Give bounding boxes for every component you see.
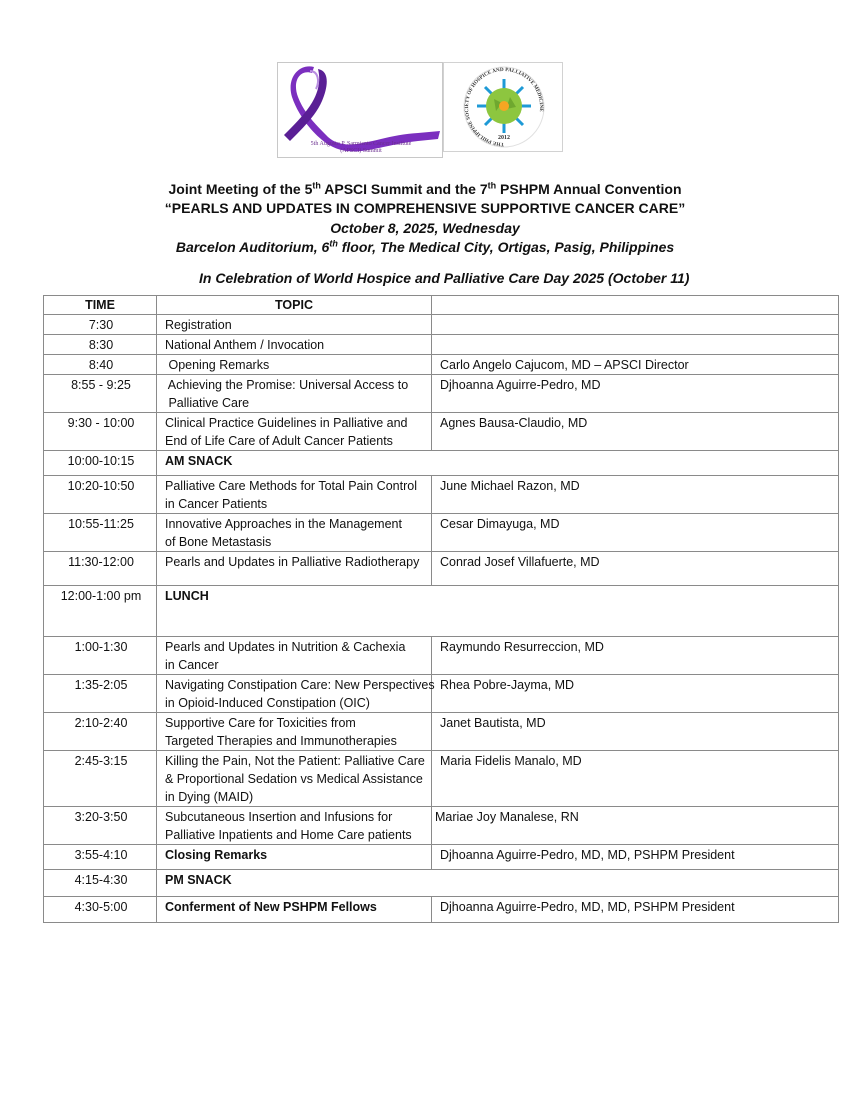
logo-strip bbox=[277, 62, 563, 158]
row-time: 12:00-1:00 pm bbox=[44, 586, 157, 637]
row-topic: AM SNACK bbox=[157, 451, 839, 476]
table-row bbox=[44, 637, 839, 675]
apsci-logo-caption bbox=[282, 141, 440, 155]
row-time: 1:35-2:05 bbox=[44, 675, 157, 713]
row-speaker: Conrad Josef Villafuerte, MD bbox=[432, 552, 839, 586]
table-row bbox=[44, 845, 839, 870]
event-title: “PEARLS AND UPDATES IN COMPREHENSIVE SUPPORTIVE CANCER CARE” bbox=[164, 200, 686, 217]
table-row bbox=[44, 451, 839, 476]
table-row bbox=[44, 675, 839, 713]
topic-line: Achieving the Promise: Universal Access to bbox=[165, 378, 409, 392]
row-speaker: Djhoanna Aguirre-Pedro, MD, MD, PSHPM President bbox=[432, 845, 839, 870]
table-row bbox=[44, 807, 839, 845]
table-row bbox=[44, 870, 839, 897]
topic-line: in Opioid-Induced Constipation (OIC) bbox=[165, 696, 370, 710]
row-time: 3:55-4:10 bbox=[44, 845, 157, 870]
table-header-row bbox=[44, 296, 839, 315]
topic-line: Clinical Practice Guidelines in Palliative and bbox=[165, 416, 408, 430]
row-speaker: June Michael Razon, MD bbox=[432, 476, 839, 514]
table-row bbox=[44, 514, 839, 552]
header-line1-sup2: th bbox=[487, 180, 497, 191]
row-time: 11:30-12:00 bbox=[44, 552, 157, 586]
celebration-note: In Celebration of World Hospice and Palliative Care Day 2025 (October 11) bbox=[199, 270, 690, 286]
table-row bbox=[44, 552, 839, 586]
venue-sup: th bbox=[329, 238, 338, 249]
row-speaker bbox=[432, 335, 839, 355]
row-topic bbox=[157, 751, 432, 807]
venue-part-b: floor, The Medical City, Ortigas, Pasig, Philippines bbox=[337, 238, 675, 255]
topic-line: Palliative Care bbox=[165, 396, 250, 410]
event-header bbox=[0, 180, 850, 257]
row-topic bbox=[157, 375, 432, 413]
row-topic bbox=[157, 514, 432, 552]
topic-line: End of Life Care of Adult Cancer Patients bbox=[165, 434, 393, 448]
apsci-caption-line1: 5th Augusto P. Sarmiento Cancer Institute bbox=[310, 141, 412, 147]
topic-line: Subcutaneous Insertion and Infusions for bbox=[165, 810, 393, 824]
topic-line: in Dying (MAID) bbox=[165, 790, 254, 804]
row-topic: Pearls and Updates in Palliative Radiotherapy bbox=[157, 552, 432, 586]
row-speaker bbox=[432, 315, 839, 335]
topic-line: Palliative Care Methods for Total Pain Control bbox=[165, 479, 417, 493]
row-time: 9:30 - 10:00 bbox=[44, 413, 157, 451]
header-speaker bbox=[432, 296, 839, 315]
topic-line: in Cancer bbox=[165, 658, 219, 672]
row-time: 8:40 bbox=[44, 355, 157, 375]
row-speaker: Maria Fidelis Manalo, MD bbox=[432, 751, 839, 807]
table-row bbox=[44, 751, 839, 807]
row-time: 4:15-4:30 bbox=[44, 870, 157, 897]
topic-line: in Cancer Patients bbox=[165, 497, 268, 511]
row-topic: LUNCH bbox=[157, 586, 839, 637]
apsci-caption-line2: (APSCI) Summit bbox=[340, 148, 382, 154]
table-row bbox=[44, 375, 839, 413]
topic-line: Targeted Therapies and Immunotherapies bbox=[165, 734, 397, 748]
table-row bbox=[44, 355, 839, 375]
apsci-logo bbox=[277, 62, 443, 158]
table-row bbox=[44, 586, 839, 637]
row-topic: Conferment of New PSHPM Fellows bbox=[157, 897, 432, 923]
row-time: 2:45-3:15 bbox=[44, 751, 157, 807]
row-time: 10:00-10:15 bbox=[44, 451, 157, 476]
topic-line: Innovative Approaches in the Management bbox=[165, 517, 402, 531]
row-speaker: Mariae Joy Manalese, RN bbox=[432, 807, 839, 845]
table-row bbox=[44, 897, 839, 923]
row-topic: Opening Remarks bbox=[157, 355, 432, 375]
row-time: 10:20-10:50 bbox=[44, 476, 157, 514]
row-time: 10:55-11:25 bbox=[44, 514, 157, 552]
row-time: 2:10-2:40 bbox=[44, 713, 157, 751]
header-line1-part-c: PSHPM Annual Convention bbox=[496, 181, 682, 197]
seal-ring-text: THE PHILIPPINE SOCIETY OF HOSPICE AND PALLIATIVE MEDICINE bbox=[464, 66, 545, 148]
table-row bbox=[44, 315, 839, 335]
row-topic: Closing Remarks bbox=[157, 845, 432, 870]
header-line1-sup1: th bbox=[312, 180, 321, 191]
agenda-table bbox=[43, 295, 839, 923]
topic-line: Pearls and Updates in Nutrition & Cachexia bbox=[165, 640, 406, 654]
table-row bbox=[44, 413, 839, 451]
venue-part-a: Barcelon Auditorium, 6 bbox=[175, 238, 330, 255]
topic-line: Palliative Inpatients and Home Care patients bbox=[165, 828, 412, 842]
row-topic bbox=[157, 476, 432, 514]
row-speaker: Cesar Dimayuga, MD bbox=[432, 514, 839, 552]
row-time: 8:30 bbox=[44, 335, 157, 355]
row-time: 4:30-5:00 bbox=[44, 897, 157, 923]
topic-line: Killing the Pain, Not the Patient: Palliative Care bbox=[165, 754, 425, 768]
header-topic: TOPIC bbox=[157, 296, 432, 315]
pshpm-seal bbox=[443, 62, 563, 152]
row-speaker: Janet Bautista, MD bbox=[432, 713, 839, 751]
row-speaker: Rhea Pobre-Jayma, MD bbox=[432, 675, 839, 713]
event-date: October 8, 2025, Wednesday bbox=[330, 219, 520, 236]
table-row bbox=[44, 713, 839, 751]
topic-line: Supportive Care for Toxicities from bbox=[165, 716, 356, 730]
header-line1-part-a: Joint Meeting of the 5 bbox=[168, 181, 313, 197]
row-speaker: Djhoanna Aguirre-Pedro, MD, MD, PSHPM President bbox=[432, 897, 839, 923]
topic-line: & Proportional Sedation vs Medical Assistance bbox=[165, 772, 423, 786]
topic-line: of Bone Metastasis bbox=[165, 535, 272, 549]
header-line1 bbox=[0, 180, 850, 199]
row-topic bbox=[157, 807, 432, 845]
row-speaker: Carlo Angelo Cajucom, MD – APSCI Director bbox=[432, 355, 839, 375]
row-topic: National Anthem / Invocation bbox=[157, 335, 432, 355]
seal-year: 2012 bbox=[498, 135, 510, 141]
header-line1-part-b: APSCI Summit and the 7 bbox=[320, 181, 488, 197]
row-time: 8:55 - 9:25 bbox=[44, 375, 157, 413]
row-speaker: Djhoanna Aguirre-Pedro, MD bbox=[432, 375, 839, 413]
pshpm-seal-icon bbox=[444, 63, 564, 153]
row-topic bbox=[157, 413, 432, 451]
row-topic: Registration bbox=[157, 315, 432, 335]
table-row bbox=[44, 335, 839, 355]
header-time: TIME bbox=[44, 296, 157, 315]
row-topic bbox=[157, 675, 435, 713]
event-venue bbox=[0, 238, 850, 257]
row-time: 3:20-3:50 bbox=[44, 807, 157, 845]
row-speaker: Raymundo Resurreccion, MD bbox=[432, 637, 839, 675]
row-topic: PM SNACK bbox=[157, 870, 839, 897]
row-speaker: Agnes Bausa-Claudio, MD bbox=[432, 413, 839, 451]
topic-line: Navigating Constipation Care: New Perspectives bbox=[165, 678, 435, 692]
row-topic bbox=[157, 637, 432, 675]
row-time: 1:00-1:30 bbox=[44, 637, 157, 675]
row-time: 7:30 bbox=[44, 315, 157, 335]
row-topic bbox=[157, 713, 432, 751]
table-row bbox=[44, 476, 839, 514]
